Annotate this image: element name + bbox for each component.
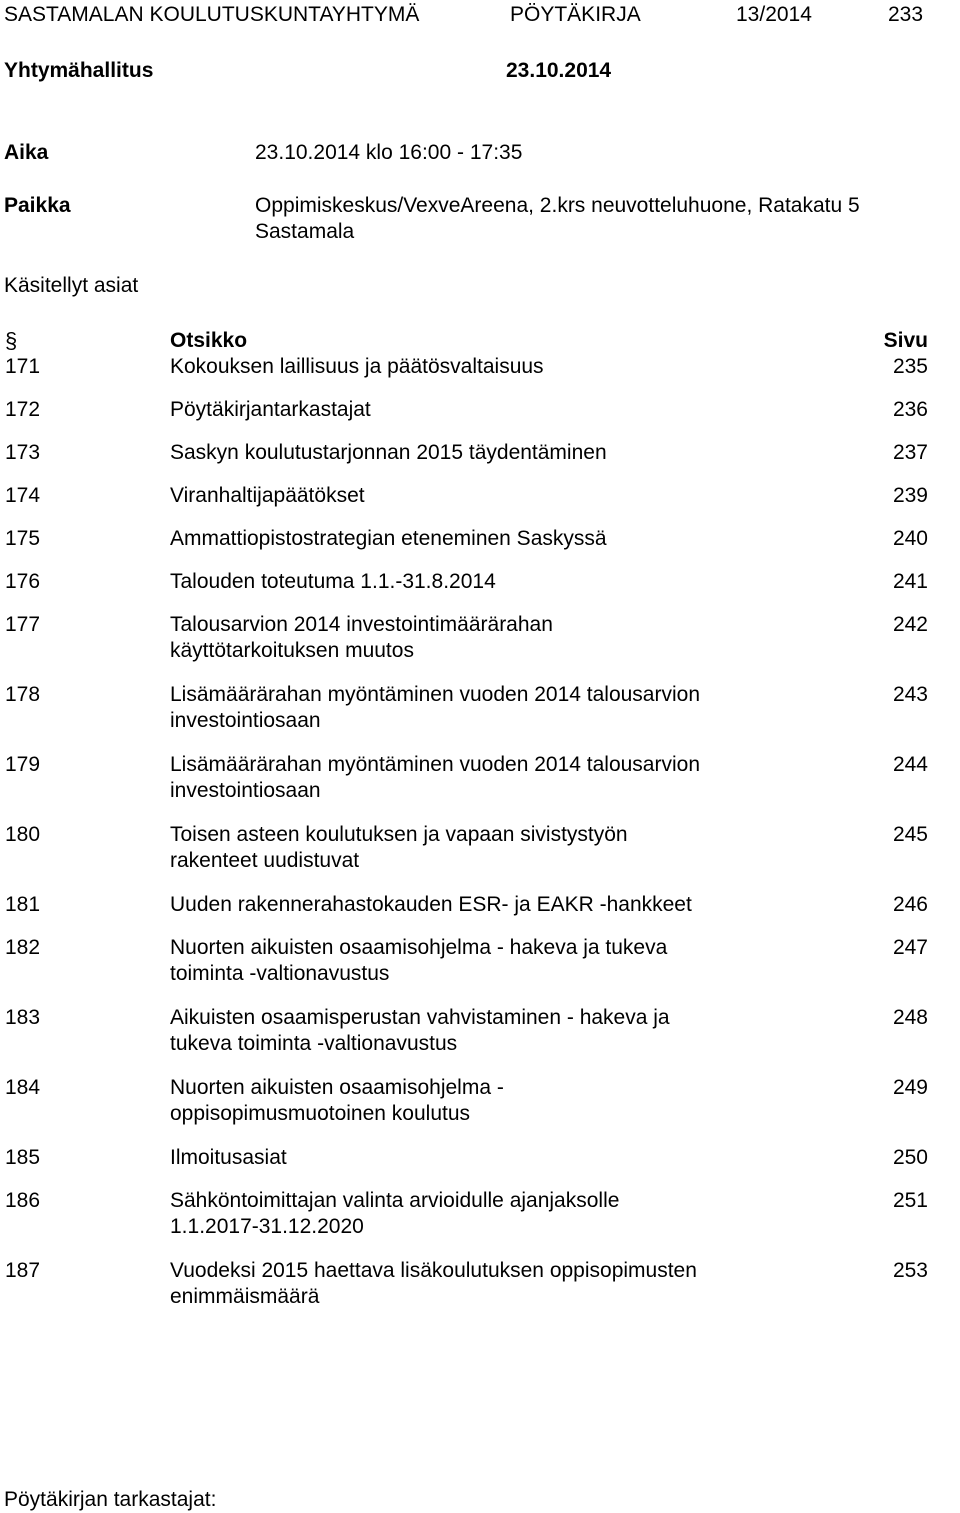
item-title	[170, 1075, 770, 1127]
item-title-line: enimmäismäärä	[170, 1285, 320, 1308]
item-title-line: Viranhaltijapäätökset	[170, 484, 365, 507]
item-title	[170, 1258, 770, 1310]
item-title-line: Aikuisten osaamisperustan vahvistaminen - hakeva ja	[170, 1006, 670, 1029]
item-title	[170, 526, 770, 552]
item-page: 239	[892, 484, 928, 507]
item-page: 249	[892, 1076, 928, 1099]
item-number: 179	[5, 753, 41, 776]
item-title-line: investointiosaan	[170, 709, 321, 732]
item-page: 235	[892, 355, 928, 378]
item-title-line: Ilmoitusasiat	[170, 1146, 287, 1169]
item-title-line: Sähköntoimittajan valinta arvioidulle ajanjaksolle	[170, 1189, 620, 1212]
item-number: 180	[5, 823, 41, 846]
item-page: 240	[892, 527, 928, 550]
item-page: 247	[892, 936, 928, 959]
item-title-line: Talouden toteutuma 1.1.-31.8.2014	[170, 570, 496, 593]
place-value-line2: Sastamala	[255, 220, 355, 243]
item-title	[170, 612, 770, 664]
item-title-line: Saskyn koulutustarjonnan 2015 täydentäminen	[170, 441, 607, 464]
item-title-line: Talousarvion 2014 investointimäärärahan	[170, 613, 553, 636]
item-title	[170, 354, 770, 380]
item-number: 173	[5, 441, 41, 464]
item-title-line: Toisen asteen koulutuksen ja vapaan sivistystyön	[170, 823, 628, 846]
item-number: 186	[5, 1189, 41, 1212]
section-sign-icon: §	[5, 328, 18, 353]
item-number: 178	[5, 683, 41, 706]
document-type: PÖYTÄKIRJA	[510, 3, 641, 26]
item-page: 237	[892, 441, 928, 464]
handled-items-label: Käsitellyt asiat	[4, 274, 139, 297]
item-title-line: Nuorten aikuisten osaamisohjelma - hakeva ja tukeva	[170, 936, 668, 959]
document-number: 13/2014	[736, 3, 812, 26]
item-number: 187	[5, 1259, 41, 1282]
item-number: 182	[5, 936, 41, 959]
item-title-line: Nuorten aikuisten osaamisohjelma -	[170, 1076, 504, 1099]
item-title	[170, 935, 770, 987]
item-title-line: Kokouksen laillisuus ja päätösvaltaisuus	[170, 355, 544, 378]
item-title-line: rakenteet uudistuvat	[170, 849, 360, 872]
item-title-line: investointiosaan	[170, 779, 321, 802]
item-page: 245	[892, 823, 928, 846]
item-page: 244	[892, 753, 928, 776]
organization-name: SASTAMALAN KOULUTUSKUNTAYHTYMÄ	[4, 3, 420, 26]
item-title-line: toiminta -valtionavustus	[170, 962, 390, 985]
meeting-date: 23.10.2014	[506, 59, 612, 82]
item-title	[170, 1005, 770, 1057]
item-number: 183	[5, 1006, 41, 1029]
item-title	[170, 483, 770, 509]
item-title-line: Uuden rakennerahastokauden ESR- ja EAKR -hankkeet	[170, 893, 692, 916]
item-title-line: Pöytäkirjantarkastajat	[170, 398, 371, 421]
item-title-line: oppisopimusmuotoinen koulutus	[170, 1102, 471, 1125]
item-page: 243	[892, 683, 928, 706]
item-number: 185	[5, 1146, 41, 1169]
item-page: 236	[892, 398, 928, 421]
item-title	[170, 682, 770, 734]
minutes-reviewers-label: Pöytäkirjan tarkastajat:	[4, 1488, 217, 1511]
item-title-line: 1.1.2017-31.12.2020	[170, 1215, 364, 1238]
item-number: 176	[5, 570, 41, 593]
place-label: Paikka	[4, 194, 71, 217]
item-title-line: Vuodeksi 2015 haettava lisäkoulutuksen oppisopimusten	[170, 1259, 697, 1282]
item-number: 181	[5, 893, 41, 916]
item-title-line: tukeva toiminta -valtionavustus	[170, 1032, 458, 1055]
item-page: 246	[892, 893, 928, 916]
item-title-line: Lisämäärärahan myöntäminen vuoden 2014 talousarvion	[170, 753, 701, 776]
item-number: 184	[5, 1076, 41, 1099]
item-title-line: käyttötarkoituksen muutos	[170, 639, 414, 662]
column-header-title: Otsikko	[170, 329, 248, 352]
time-label: Aika	[4, 141, 49, 164]
item-page: 251	[892, 1189, 928, 1212]
item-number: 174	[5, 484, 41, 507]
item-page: 253	[892, 1259, 928, 1282]
item-number: 177	[5, 613, 41, 636]
column-header-page: Sivu	[883, 329, 928, 352]
item-number: 172	[5, 398, 41, 421]
page-number: 233	[888, 3, 924, 26]
item-title	[170, 440, 770, 466]
item-title-line: Ammattiopistostrategian eteneminen Saskyssä	[170, 527, 607, 550]
item-page: 242	[892, 613, 928, 636]
item-title	[170, 822, 770, 874]
item-title	[170, 1188, 770, 1240]
place-value-line1: Oppimiskeskus/VexveAreena, 2.krs neuvotteluhuone, Ratakatu 5	[255, 194, 860, 217]
item-title	[170, 752, 770, 804]
item-number: 175	[5, 527, 41, 550]
time-value: 23.10.2014 klo 16:00 - 17:35	[255, 141, 523, 164]
item-title-line: Lisämäärärahan myöntäminen vuoden 2014 talousarvion	[170, 683, 701, 706]
item-title	[170, 1145, 770, 1171]
item-title	[170, 892, 770, 918]
item-page: 250	[892, 1146, 928, 1169]
item-page: 248	[892, 1006, 928, 1029]
item-title	[170, 397, 770, 423]
item-page: 241	[892, 570, 928, 593]
item-title	[170, 569, 770, 595]
item-number: 171	[5, 355, 41, 378]
body-name: Yhtymähallitus	[4, 59, 154, 82]
